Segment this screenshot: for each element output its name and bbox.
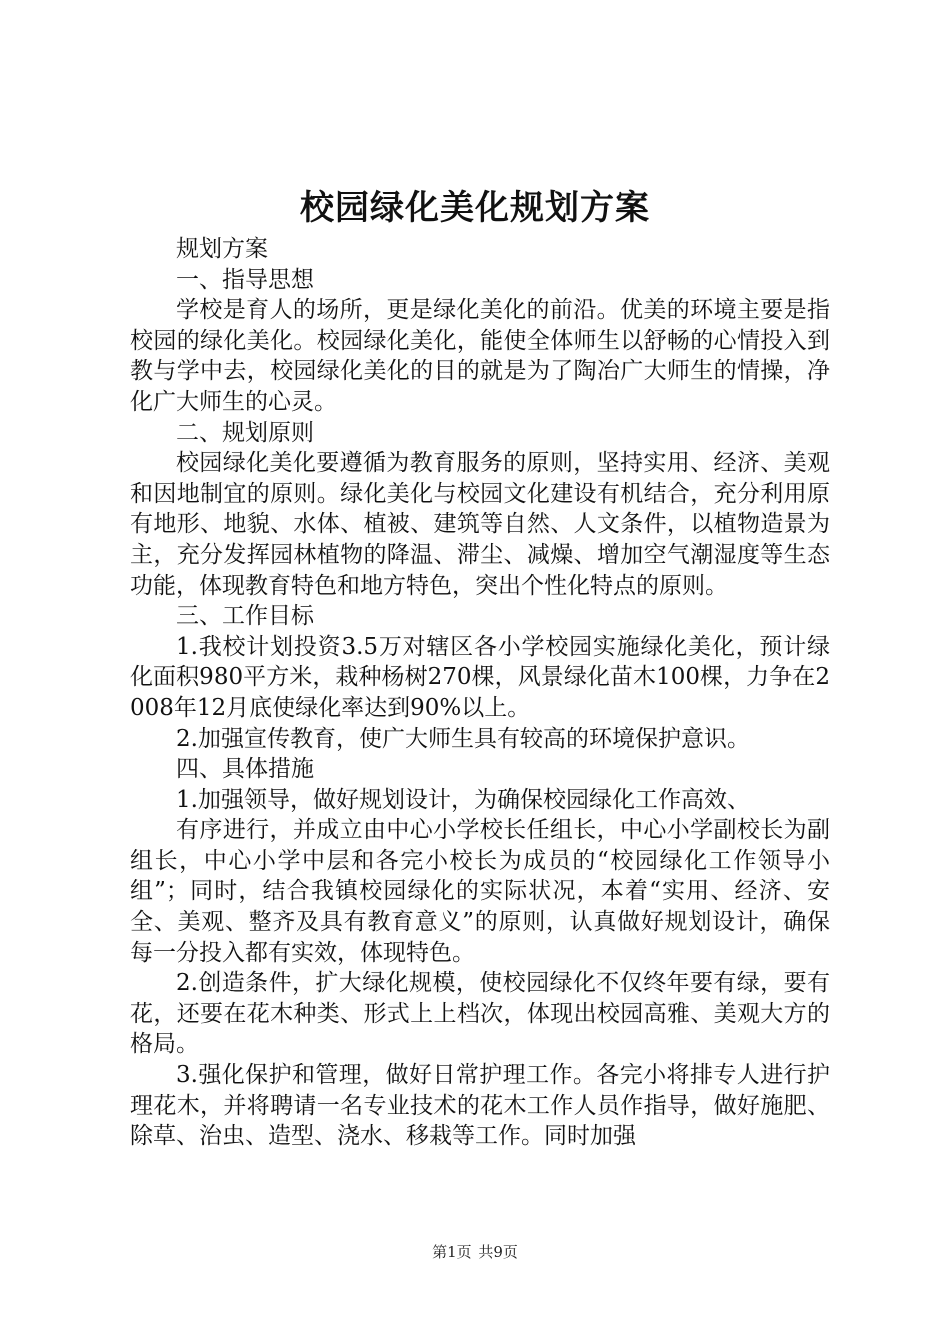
- paragraph: 2.创造条件，扩大绿化规模，使校园绿化不仅终年要有绿，要有花，还要在花木种类、形式上上档次，体现出校园高雅、美观大方的格局。: [130, 970, 830, 1058]
- section-heading: 三、工作目标: [176, 603, 314, 630]
- paragraph: 有序进行，并成立由中心小学校长任组长，中心小学副校长为副组长，中心小学中层和各完小校长为成员的“校园绿化工作领导小组”；同时，结合我镇校园绿化的实际状况，本着“实用、经济、安全、美观、整齐及具有教育意义”的原则，认真做好规划设计，确保每一分投入都有实效，体现特色。: [130, 817, 830, 966]
- document-title: 校园绿化美化规划方案: [300, 188, 650, 228]
- paragraph: 3.强化保护和管理，做好日常护理工作。各完小将排专人进行护理花木，并将聘请一名专业技术的花木工作人员作指导，做好施肥、除草、治虫、造型、浇水、移栽等工作。同时加强: [130, 1062, 830, 1150]
- page-number: 第1页: [432, 1243, 472, 1261]
- paragraph: 2.加强宣传教育，使广大师生具有较高的环境保护意识。: [176, 725, 750, 752]
- document-body: [130, 234, 830, 1152]
- section-heading: 一、指导思想: [176, 266, 314, 293]
- paragraph: 规划方案: [176, 236, 268, 262]
- paragraph: 校园绿化美化要遵循为教育服务的原则，坚持实用、经济、美观和因地制宜的原则。绿化美化与校园文化建设有机结合，充分利用原有地形、地貌、水体、植被、建筑等自然、人文条件，以植物造景为主，充分发挥园林植物的降温、滞尘、减燥、增加空气潮湿度等生态功能，体现教育特色和地方特色，突出个性化特点的原则。: [130, 450, 830, 599]
- page-total: 共9页: [478, 1243, 518, 1261]
- paragraph: 1.加强领导，做好规划设计，为确保校园绿化工作高效、: [176, 786, 750, 813]
- paragraph: 学校是育人的场所，更是绿化美化的前沿。优美的环境主要是指校园的绿化美化。校园绿化美化，能使全体师生以舒畅的心情投入到教与学中去，校园绿化美化的目的就是为了陶冶广大师生的情操，净化广大师生的心灵。: [130, 297, 830, 415]
- section-heading: 四、具体措施: [176, 756, 314, 783]
- paragraph: 1.我校计划投资3.5万对辖区各小学校园实施绿化美化，预计绿化面积980平方米，栽种杨树270棵，风景绿化苗木100棵，力争在2008年12月底使绿化率达到90%以上。: [130, 633, 830, 721]
- section-heading: 二、规划原则: [176, 419, 314, 446]
- page-footer: [0, 1242, 950, 1262]
